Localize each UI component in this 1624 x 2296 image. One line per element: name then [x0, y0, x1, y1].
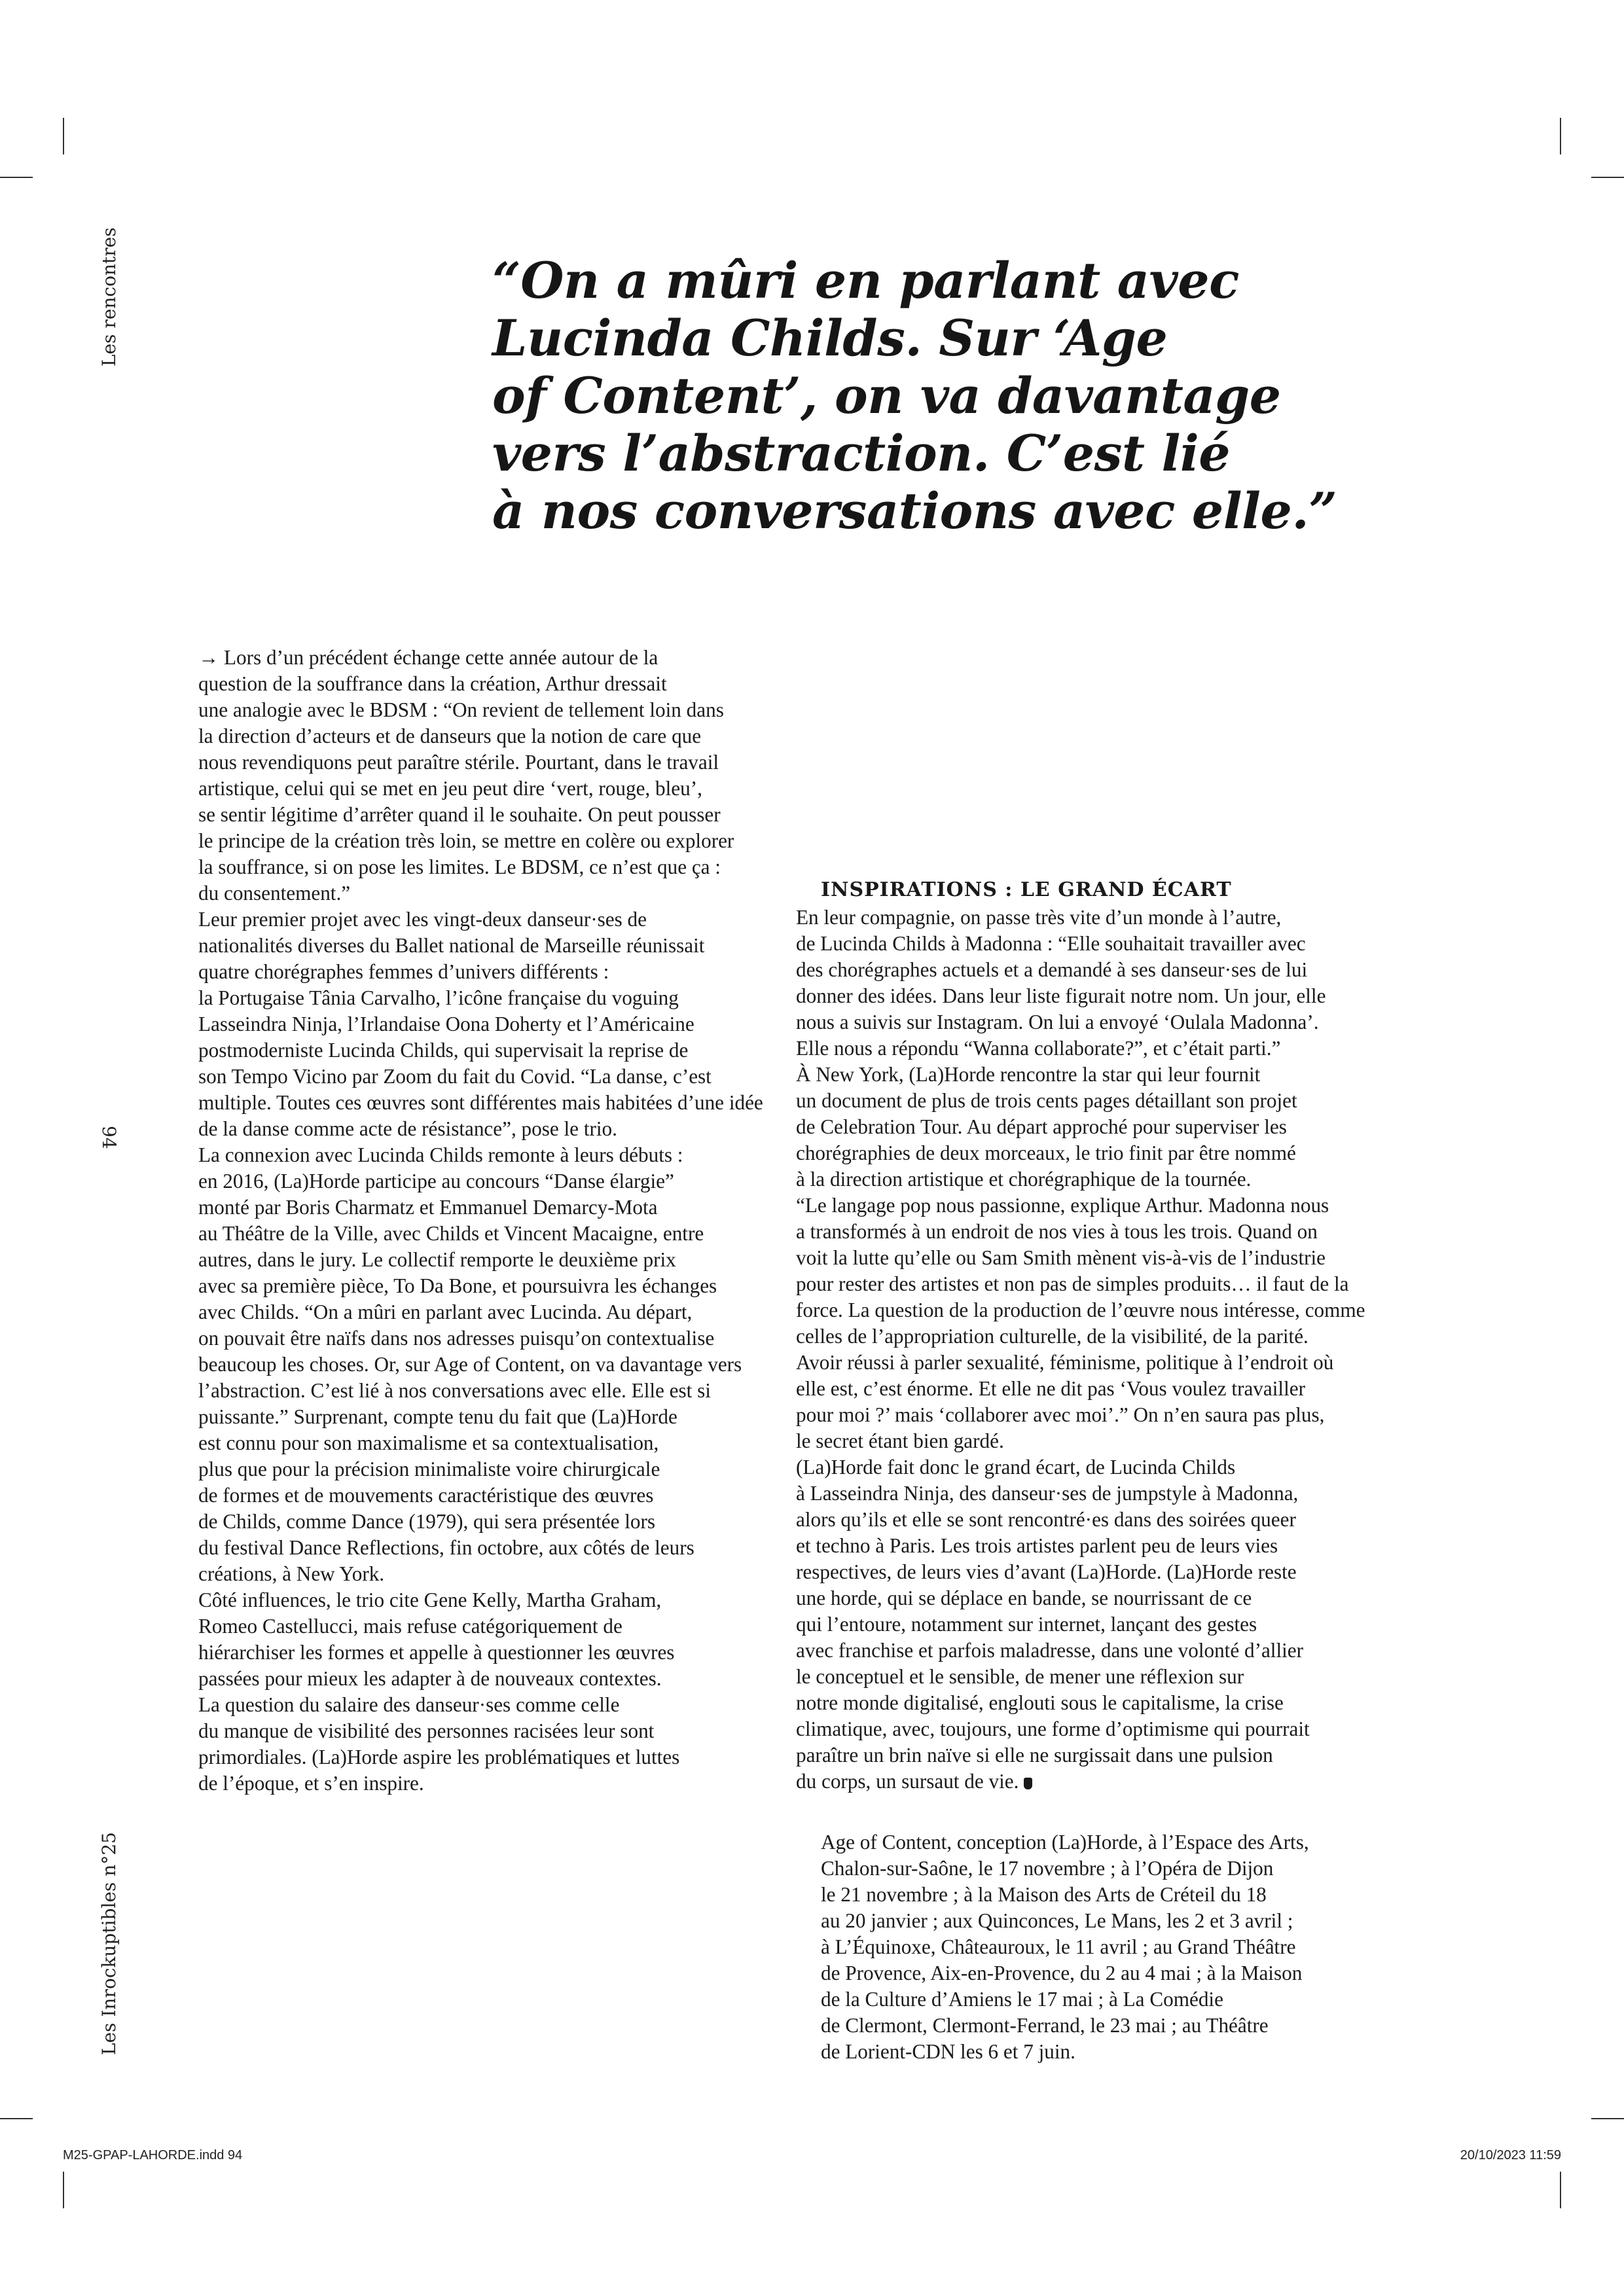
- text-line: “Le langage pop nous passionne, explique Arthur. Madonna nous: [796, 1194, 1329, 1217]
- text-line: avec sa première pièce, To Da Bone, et poursuivra les échanges: [198, 1274, 717, 1297]
- text-line: une analogie avec le BDSM : “On revient de tellement loin dans: [198, 698, 724, 721]
- text-line: et techno à Paris. Les trois artistes parlent peu de leurs vies: [796, 1534, 1278, 1557]
- text-line: au 20 janvier ; aux Quinconces, Le Mans, les 2 et 3 avril ;: [821, 1909, 1293, 1932]
- pull-quote-line: à nos conversations avec elle.”: [492, 482, 1337, 540]
- text-line: de formes et de mouvements caractéristique des œuvres: [198, 1484, 654, 1507]
- text-line: de l’époque, et s’en inspire.: [198, 1772, 424, 1795]
- crop-mark-bottom-right: [1560, 2172, 1561, 2208]
- footer-datetime: 20/10/2023 11:59: [1460, 2148, 1561, 2162]
- text-line: nous revendiquons peut paraître stérile. Pourtant, dans le travail: [198, 751, 719, 774]
- text-line: En leur compagnie, on passe très vite d’un monde à l’autre,: [796, 906, 1282, 929]
- section-heading: INSPIRATIONS : LE GRAND ÉCART: [821, 878, 1232, 901]
- text-line: elle est, c’est énorme. Et elle ne dit pas ‘Vous voulez travailler: [796, 1377, 1305, 1400]
- text-line: de Celebration Tour. Au départ approché pour superviser les: [796, 1115, 1287, 1138]
- text-line: respectives, de leurs vies d’avant (La)Horde. (La)Horde reste: [796, 1560, 1297, 1583]
- text-line: → Lors d’un précédent échange cette année autour de la: [198, 646, 659, 669]
- text-line: puissante.” Surprenant, compte tenu du fait que (La)Horde: [198, 1405, 677, 1428]
- text-line: au Théâtre de la Ville, avec Childs et Vincent Macaigne, entre: [198, 1222, 704, 1245]
- text-line: donner des idées. Dans leur liste figurait notre nom. Un jour, elle: [796, 984, 1326, 1007]
- show-credits: [821, 1829, 1397, 2065]
- text-line: le conceptuel et le sensible, de mener une réflexion sur: [796, 1665, 1244, 1688]
- text-line: nationalités diverses du Ballet national de Marseille réunissait: [198, 934, 705, 957]
- text-line: du consentement.”: [198, 882, 351, 905]
- footer-filename: M25-GPAP-LAHORDE.indd 94: [63, 2148, 243, 2162]
- text-line: climatique, avec, toujours, une forme d’optimisme qui pourrait: [796, 1717, 1310, 1740]
- text-line: nous a suivis sur Instagram. On lui a envoyé ‘Oulala Madonna’.: [796, 1011, 1319, 1033]
- text-line: monté par Boris Charmatz et Emmanuel Demarcy-Mota: [198, 1196, 658, 1219]
- text-line: Lasseindra Ninja, l’Irlandaise Oona Doherty et l’Américaine: [198, 1013, 695, 1035]
- text-line: on pouvait être naïfs dans nos adresses puisqu’on contextualise: [198, 1327, 715, 1350]
- text-line: beaucoup les choses. Or, sur Age of Content, on va davantage vers: [198, 1353, 742, 1376]
- text-line: de la Culture d’Amiens le 17 mai ; à La Comédie: [821, 1988, 1223, 2011]
- text-line: de Lucinda Childs à Madonna : “Elle souhaitait travailler avec: [796, 932, 1306, 955]
- text-line: (La)Horde fait donc le grand écart, de Lucinda Childs: [796, 1456, 1236, 1479]
- text-line: postmoderniste Lucinda Childs, qui supervisait la reprise de: [198, 1039, 689, 1062]
- text-line: autres, dans le jury. Le collectif remporte le deuxième prix: [198, 1248, 676, 1271]
- end-of-article-icon: [1024, 1778, 1032, 1789]
- text-line: Age of Content, conception (La)Horde, à l’Espace des Arts,: [821, 1831, 1309, 1854]
- text-line: multiple. Toutes ces œuvres sont différentes mais habitées d’une idée: [198, 1091, 763, 1114]
- article-column-right: [796, 877, 1372, 1795]
- text-line: à L’Équinoxe, Châteauroux, le 11 avril ; au Grand Théâtre: [821, 1935, 1296, 1958]
- text-line: avec franchise et parfois maladresse, dans une volonté d’allier: [796, 1639, 1304, 1662]
- text-line: Romeo Castellucci, mais refuse catégoriquement de: [198, 1615, 623, 1638]
- text-line: à Lasseindra Ninja, des danseur·ses de jumpstyle à Madonna,: [796, 1482, 1299, 1505]
- text-line: en 2016, (La)Horde participe au concours “Danse élargie”: [198, 1170, 674, 1193]
- crop-mark-bottom-left: [63, 2172, 64, 2208]
- text-line: de Clermont, Clermont-Ferrand, le 23 mai ; au Théâtre: [821, 2014, 1269, 2037]
- text-line: des chorégraphes actuels et a demandé à ses danseur·ses de lui: [796, 958, 1308, 981]
- text-line: la Portugaise Tânia Carvalho, l’icône française du voguing: [198, 986, 679, 1009]
- crop-mark-left-top: [0, 177, 33, 178]
- section-label: Les rencontres: [98, 227, 120, 367]
- text-line: son Tempo Vicino par Zoom du fait du Covid. “La danse, c’est: [198, 1065, 712, 1088]
- article-column-left: [198, 645, 774, 1797]
- text-line: Chalon-sur-Saône, le 17 novembre ; à l’Opéra de Dijon: [821, 1857, 1274, 1880]
- text-line: un document de plus de trois cents pages détaillant son projet: [796, 1089, 1297, 1112]
- text-line: le 21 novembre ; à la Maison des Arts de Créteil du 18: [821, 1883, 1267, 1906]
- text-line: question de la souffrance dans la création, Arthur dressait: [198, 672, 667, 695]
- text-line: Côté influences, le trio cite Gene Kelly, Martha Graham,: [198, 1588, 662, 1611]
- pull-quote-line: of Content’, on va davantage: [492, 367, 1281, 425]
- text-line: la direction d’acteurs et de danseurs que la notion de care que: [198, 725, 702, 747]
- text-line: avec Childs. “On a mûri en parlant avec Lucinda. Au départ,: [198, 1300, 693, 1323]
- text-line: voit la lutte qu’elle ou Sam Smith mènent vis-à-vis de l’industrie: [796, 1246, 1326, 1269]
- crop-mark-top-right: [1560, 118, 1561, 154]
- text-line: primordiales. (La)Horde aspire les problématiques et luttes: [198, 1746, 680, 1768]
- text-line: l’abstraction. C’est lié à nos conversations avec elle. Elle est si: [198, 1379, 711, 1402]
- pull-quote-line: vers l’abstraction. C’est lié: [492, 424, 1231, 482]
- page-number: 94: [98, 1126, 120, 1149]
- text-line: qui l’entoure, notamment sur internet, lançant des gestes: [796, 1613, 1257, 1636]
- text-line: le principe de la création très loin, se mettre en colère ou explorer: [198, 829, 734, 852]
- text-line: À New York, (La)Horde rencontre la star qui leur fournit: [796, 1063, 1261, 1086]
- text-line: a transformés à un endroit de nos vies à tous les trois. Quand on: [796, 1220, 1318, 1243]
- text-line: celles de l’appropriation culturelle, de la visibilité, de la parité.: [796, 1325, 1308, 1348]
- text-line: pour rester des artistes et non pas de simples produits… il faut de la: [796, 1272, 1349, 1295]
- magazine-issue: Les Inrockuptibles n°25: [98, 1832, 120, 2055]
- text-line: notre monde digitalisé, englouti sous le capitalisme, la crise: [796, 1691, 1284, 1714]
- text-line: paraître un brin naïve si elle ne surgissait dans une pulsion: [796, 1744, 1273, 1767]
- text-line: artistique, celui qui se met en jeu peut dire ‘vert, rouge, bleu’,: [198, 777, 702, 800]
- text-line: de Childs, comme Dance (1979), qui sera présentée lors: [198, 1510, 656, 1533]
- text-line: de Lorient-CDN les 6 et 7 juin.: [821, 2040, 1075, 2063]
- text-line: passées pour mieux les adapter à de nouveaux contextes.: [198, 1667, 662, 1690]
- article-column-right-body: [796, 905, 1372, 1795]
- text-line: du festival Dance Reflections, fin octobre, aux côtés de leurs: [198, 1536, 695, 1559]
- text-line: de Provence, Aix-en-Provence, du 2 au 4 mai ; à la Maison: [821, 1962, 1303, 1984]
- crop-mark-left-bottom: [0, 2118, 33, 2119]
- text-line: Elle nous a répondu “Wanna collaborate?”, et c’était parti.”: [796, 1037, 1281, 1060]
- text-line: se sentir légitime d’arrêter quand il le souhaite. On peut pousser: [198, 803, 721, 826]
- text-line: est connu pour son maximalisme et sa contextualisation,: [198, 1431, 659, 1454]
- text-line: hiérarchiser les formes et appelle à questionner les œuvres: [198, 1641, 675, 1664]
- text-line: créations, à New York.: [198, 1562, 385, 1585]
- text-line: de la danse comme acte de résistance”, pose le trio.: [198, 1117, 617, 1140]
- pull-quote: [492, 252, 1369, 540]
- text-line: du corps, un sursaut de vie.: [796, 1768, 1372, 1795]
- pull-quote-line: “On a mûri en parlant avec: [492, 251, 1239, 310]
- pull-quote-line: Lucinda Childs. Sur ‘Age: [492, 309, 1168, 367]
- text-line: quatre chorégraphes femmes d’univers différents :: [198, 960, 609, 983]
- text-line: une horde, qui se déplace en bande, se nourrissant de ce: [796, 1587, 1252, 1609]
- text-line: le secret étant bien gardé.: [796, 1429, 1004, 1452]
- text-line: à la direction artistique et chorégraphique de la tournée.: [796, 1168, 1252, 1191]
- text-line: pour moi ?’ mais ‘collaborer avec moi’.” On n’en saura pas plus,: [796, 1403, 1325, 1426]
- text-line: Avoir réussi à parler sexualité, féminisme, politique à l’endroit où: [796, 1351, 1334, 1374]
- text-line: Leur premier projet avec les vingt-deux danseur·ses de: [198, 908, 647, 931]
- crop-mark-right-bottom: [1591, 2118, 1624, 2119]
- text-line: du manque de visibilité des personnes racisées leur sont: [198, 1719, 655, 1742]
- text-line: La connexion avec Lucinda Childs remonte à leurs débuts :: [198, 1143, 683, 1166]
- crop-mark-top-left: [63, 118, 64, 154]
- text-line: force. La question de la production de l’œuvre nous intéresse, comme: [796, 1299, 1365, 1321]
- text-line: chorégraphies de deux morceaux, le trio finit par être nommé: [796, 1141, 1296, 1164]
- crop-mark-right-top: [1591, 177, 1624, 178]
- text-line: La question du salaire des danseur·ses comme celle: [198, 1693, 620, 1716]
- text-line: alors qu’ils et elle se sont rencontré·es dans des soirées queer: [796, 1508, 1296, 1531]
- text-line: plus que pour la précision minimaliste voire chirurgicale: [198, 1458, 660, 1480]
- text-line: la souffrance, si on pose les limites. Le BDSM, ce n’est que ça :: [198, 855, 721, 878]
